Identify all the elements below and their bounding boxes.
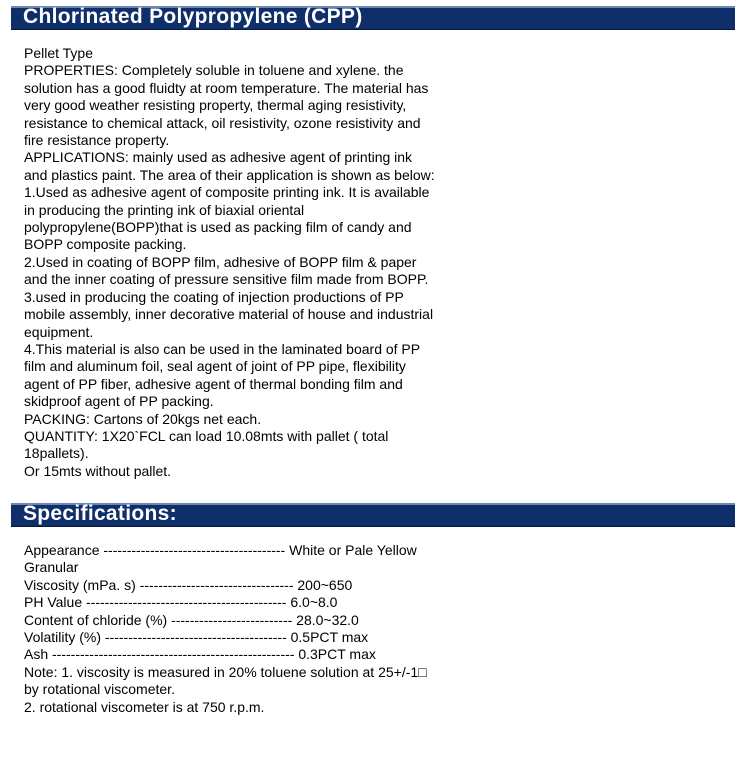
spec-line: Volatility (%) --------------------------------------- 0.5PCT max xyxy=(24,629,369,646)
specifications-title-bar xyxy=(11,503,735,527)
product-title-bar xyxy=(11,6,735,30)
description-line: and the inner coating of pressure sensitive film made from BOPP. xyxy=(24,271,429,288)
spec-line: Appearance --------------------------------------- White or Pale Yellow xyxy=(24,542,417,558)
description-line: QUANTITY: 1X20`FCL can load 10.08mts with pallet ( total xyxy=(24,427,389,444)
description-line: fire resistance property. xyxy=(24,132,170,149)
description-line: solution has a good fluidty at room temperature. The material has xyxy=(24,79,429,96)
description-line: 2.Used in coating of BOPP film, adhesive of BOPP film & paper xyxy=(24,253,417,270)
description-line: Or 15mts without pallet. xyxy=(24,462,172,479)
description-line: in producing the printing ink of biaxial oriental xyxy=(24,201,305,218)
description-line: very good weather resisting property, thermal aging resistivity, xyxy=(24,97,407,114)
spec-line: Viscosity (mPa. s) --------------------------------- 200~650 xyxy=(24,576,353,593)
spec-line: Granular xyxy=(24,559,79,576)
description-line: PACKING: Cartons of 20kgs net each. xyxy=(24,410,262,427)
description-line: skidproof agent of PP packing. xyxy=(24,393,214,410)
description-line: Pellet Type xyxy=(24,45,94,61)
specifications-list xyxy=(24,542,474,716)
description-line: 4.This material is also can be used in the laminated board of PP xyxy=(24,340,421,357)
description-line: and plastics paint. The area of their application is shown as below: xyxy=(24,166,435,183)
product-description xyxy=(24,45,464,480)
spec-line: Note: 1. viscosity is measured in 20% toluene solution at 25+/-1□ xyxy=(24,663,427,680)
description-line: 1.Used as adhesive agent of composite printing ink. It is available xyxy=(24,184,430,201)
spec-line: 2. rotational viscometer is at 750 r.p.m. xyxy=(24,698,265,715)
description-line: APPLICATIONS: mainly used as adhesive agent of printing ink xyxy=(24,149,413,166)
description-line: film and aluminum foil, seal agent of joint of PP pipe, flexibility xyxy=(24,358,406,375)
description-line: PROPERTIES: Completely soluble in toluene and xylene. the xyxy=(24,62,404,79)
description-line: agent of PP fiber, adhesive agent of thermal bonding film and xyxy=(24,375,403,392)
description-line: polypropylene(BOPP)that is used as packing film of candy and xyxy=(24,219,412,236)
description-line: mobile assembly, inner decorative material of house and industrial xyxy=(24,306,434,323)
description-line: resistance to chemical attack, oil resistivity, ozone resistivity and xyxy=(24,114,421,131)
description-line: 18pallets). xyxy=(24,445,89,462)
description-line: BOPP composite packing. xyxy=(24,236,187,253)
spec-line: Ash ---------------------------------------------------- 0.3PCT max xyxy=(24,646,376,663)
spec-line: by rotational viscometer. xyxy=(24,681,175,698)
product-title: Chlorinated Polypropylene (CPP) xyxy=(23,5,363,28)
description-line: 3.used in producing the coating of injection productions of PP xyxy=(24,288,404,305)
spec-line: Content of chloride (%) -------------------------- 28.0~32.0 xyxy=(24,611,359,628)
specifications-title: Specifications: xyxy=(23,502,177,525)
spec-line: PH Value ------------------------------------------- 6.0~8.0 xyxy=(24,594,338,611)
description-line: equipment. xyxy=(24,323,94,340)
